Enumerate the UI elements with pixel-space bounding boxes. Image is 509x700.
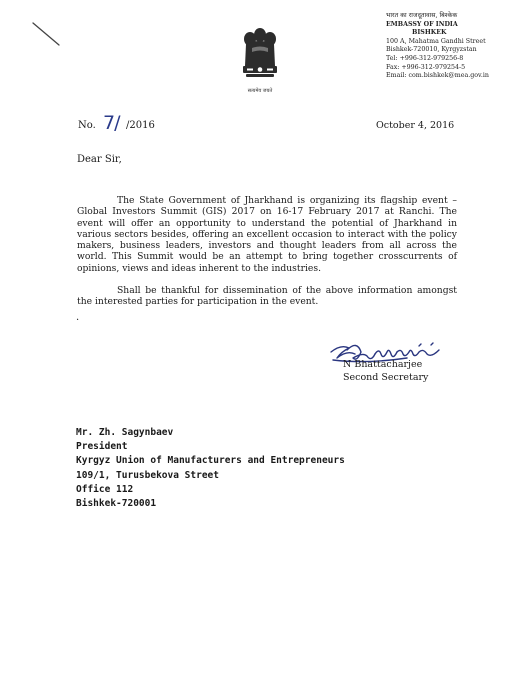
recipient-office: Office 112 <box>76 483 134 495</box>
signatory-name: N Bhattacharjee <box>343 359 423 370</box>
letterhead <box>386 12 506 81</box>
body-paragraph-2: Shall be thankful for dissemination of the above information amongst the interested parties for participation in the event. <box>77 285 457 308</box>
signatory-block <box>343 359 428 384</box>
telephone-line: Tel: +996-312-979256-8 <box>386 54 464 62</box>
email-line: Email: com.bishkek@mea.gov.in <box>386 72 489 80</box>
reference-year: /2016 <box>126 120 155 131</box>
address-line: 100 A, Mahatma Gandhi Street <box>386 37 486 45</box>
address-line: Bishkek-720010, Kyrgyzstan <box>386 46 477 54</box>
recipient-address <box>76 426 345 511</box>
reference-label: No. <box>78 120 96 131</box>
recipient-city: Bishkek-720001 <box>76 498 157 510</box>
pen-stroke-mark <box>30 20 62 48</box>
embassy-name-hindi: भारत का राजदूतावास, बिश्केक <box>386 12 458 19</box>
stray-dot: . <box>76 312 80 323</box>
reference-number-handwritten: 7/ <box>103 112 120 134</box>
emblem-motto: सत्यमेव जयते <box>247 88 273 94</box>
body-paragraph-1: The State Government of Jharkhand is organizing its flagship event – Global Investors Summit (GIS) 2017 on 16-17 February 2017 at Ranchi. The event will offer an opportunity to understand the potential of Jharkhand in various sectors besides, offering an excellent occasion to interact with the policy makers, business leaders, investors and thought leaders from all across the world. This Summit would be an attempt to bring together crosscurrents of opinions, views and ideas inherent to the industries. <box>77 195 457 274</box>
recipient-title: President <box>76 441 128 453</box>
letter-date: October 4, 2016 <box>376 120 455 131</box>
recipient-name: Mr. Zh. Sagynbaev <box>76 427 174 438</box>
recipient-street: 109/1, Turusbekova Street <box>76 469 219 481</box>
recipient-organization: Kyrgyz Union of Manufacturers and Entrepreneurs <box>76 455 345 467</box>
signatory-title: Second Secretary <box>343 371 429 383</box>
salutation: Dear Sir, <box>77 154 122 165</box>
embassy-city: BISHKEK <box>412 29 447 37</box>
fax-line: Fax: +996-312-979254-5 <box>386 63 466 71</box>
national-emblem-icon <box>238 26 282 92</box>
embassy-name: EMBASSY OF INDIA <box>386 20 458 28</box>
